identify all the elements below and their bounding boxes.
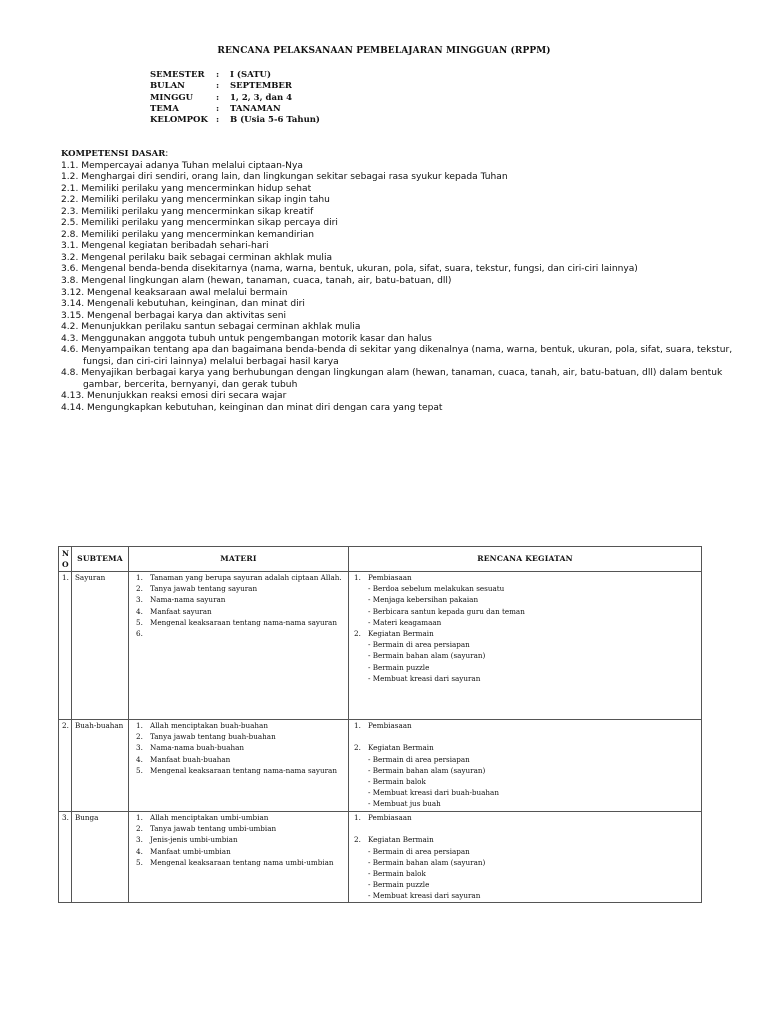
kegiatan-item: - Bermain di area persiapan [368,640,470,650]
materi-item: 2. Tanya jawab tentang buah-buahan [136,732,276,742]
header-subtema: SUBTEMA [72,547,129,572]
materi-item: 5. Mengenal keaksaraan tentang nama-nama sayuran [136,765,337,775]
kompetensi-item: 4.2. Menunjukkan perilaku santun sebagai cerminan akhlak mulia [61,322,361,333]
kegiatan-heading: 2. Kegiatan Bermain [354,743,434,753]
kompetensi-item: 4.8. Menyajikan berbagai karya yang berhubungan dengan lingkungan alam (hewan, tanaman, cuaca, tanah, air, batu-batuan, dll) dalam bentuk gambar, bercerita, bernyanyi, dan gerak tubuh [61,368,723,390]
kompetensi-item: 3.1. Mengenal kegiatan beribadah sehari-hari [61,241,269,252]
kegiatan-item: - Berbicara santun kepada guru dan teman [368,606,525,616]
info-row-minggu [150,93,320,104]
info-colon: : [216,81,220,92]
materi-item: 4. Manfaat sayuran [136,606,212,616]
info-colon: : [216,92,220,103]
materi-item: 2. Tanya jawab tentang sayuran [136,584,258,594]
info-value: I (SATU) [230,70,271,80]
kompetensi-heading-colon: : [165,149,169,159]
materi-item: 3. Jenis-jenis umbi-umbian [136,835,238,845]
materi-item: 1. Allah menciptakan buah-buahan [136,721,268,730]
row-number: 3. [59,812,72,903]
kompetensi-item: 4.13. Menunjukkan reaksi emosi diri secara wajar [61,391,287,402]
kompetensi-item: 3.2. Mengenal perilaku baik sebagai cerminan akhlak mulia [61,252,333,263]
info-row-kelompok [150,115,320,126]
materi-item: 3. Nama-nama buah-buahan [136,743,245,753]
kompetensi-item: 1.1. Mempercayai adanya Tuhan melalui ciptaan-Nya [61,160,303,171]
kegiatan-item: - Bermain bahan alam (sayuran) [368,857,486,867]
rppm-table [58,546,702,903]
info-value: B (Usia 5-6 Tahun) [230,115,320,126]
kompetensi-item: 2.5. Memiliki perilaku yang mencerminkan sikap percaya diri [61,218,338,229]
info-value: TANAMAN [230,103,281,114]
kegiatan-heading: 1. Pembiasaan [354,721,412,730]
kegiatan-item: - Membuat kreasi dari buah-buahan [368,788,499,798]
info-label: KELOMPOK [150,115,208,126]
kompetensi-item: 3.15. Mengenal berbagai karya dan aktivitas seni [61,310,287,321]
info-value: SEPTEMBER [230,81,292,92]
kompetensi-item: 3.12. Mengenal keaksaraan awal melalui bermain [61,287,288,298]
kompetensi-item: 2.8. Memiliki perilaku yang mencerminkan kemandirian [61,229,315,240]
kegiatan-item: - Bermain bahan alam (sayuran) [368,651,486,661]
row-rencana-kegiatan [349,720,702,812]
kegiatan-item: - Bermain puzzle [368,880,430,890]
row-rencana-kegiatan [349,812,702,903]
info-colon: : [216,70,220,80]
kegiatan-item: - Menjaga kebersihan pakaian [368,595,479,605]
info-row-semester [150,70,320,81]
header-no: N O [59,547,72,572]
info-value: 1, 2, 3, dan 4 [230,92,293,103]
kompetensi-item: 2.3. Memiliki perilaku yang mencerminkan sikap kreatif [61,206,314,217]
info-label: SEMESTER [150,70,205,80]
kegiatan-item: - Berdoa sebelum melakukan sesuatu [368,584,505,594]
kompetensi-heading-line [61,149,741,161]
row-subtema: Sayuran [72,572,129,720]
kegiatan-item: - Membuat kreasi dari sayuran [368,673,481,683]
kompetensi-item: 3.8. Mengenal lingkungan alam (hewan, tanaman, cuaca, tanah, air, batu-batuan, dll) [61,276,452,287]
document-title: RENCANA PELAKSANAAN PEMBELAJARAN MINGGUAN (RPPM) [217,46,551,56]
kegiatan-heading: 2. Kegiatan Bermain [354,835,434,845]
kompetensi-item: 2.1. Memiliki perilaku yang mencerminkan hidup sehat [61,183,312,194]
kegiatan-item: - Bermain di area persiapan [368,846,470,856]
table-row [59,572,702,720]
kegiatan-item: - Membuat jus buah [368,799,441,809]
materi-item: 6. [136,629,143,639]
kompetensi-item: 3.6. Mengenal benda-benda disekitarnya (nama, warna, bentuk, ukuran, pola, sifat, suara, tekstur, fungsi, dan ciri-ciri lainnya) [61,264,638,275]
kegiatan-item: - Bermain bahan alam (sayuran) [368,765,486,775]
kompetensi-item: 4.3. Menggunakan anggota tubuh untuk pengembangan motorik kasar dan halus [61,333,432,344]
kegiatan-item: - Membuat kreasi dari sayuran [368,891,481,901]
materi-item: 4. Manfaat buah-buahan [136,754,231,764]
row-number: 1. [59,572,72,720]
table-header-row [59,547,702,572]
row-subtema: Bunga [72,812,129,903]
kegiatan-item: - Bermain puzzle [368,662,430,672]
materi-item: 4. Manfaat umbi-umbian [136,846,231,856]
header-rencana-kegiatan: RENCANA KEGIATAN [349,547,702,572]
kompetensi-item: 4.6. Menyampaikan tentang apa dan bagaimana benda-benda di sekitar yang dikenalnya (nama, warna, bentuk, ukuran, pola, sifat, suara, tekstur, fungsi, dan ciri-ciri lainnya) melalui berbagai hasil karya [61,345,733,367]
table-row [59,720,702,812]
kompetensi-item: 3.14. Mengenali kebutuhan, keinginan, dan minat diri [61,299,305,310]
row-number: 2. [59,720,72,812]
row-subtema: Buah-buahan [72,720,129,812]
header-materi: MATERI [129,547,349,572]
info-colon: : [216,103,220,114]
kegiatan-heading: 2. Kegiatan Bermain [354,629,434,639]
kompetensi-item: 1.2. Menghargai diri sendiri, orang lain, dan lingkungan sekitar sebagai rasa syukur kepada Tuhan [61,172,508,183]
kegiatan-item: - Materi keagamaan [368,617,442,627]
materi-item: 1. Tanaman yang berupa sayuran adalah ciptaan Allah. [136,573,342,582]
info-colon: : [216,115,220,126]
materi-item: 5. Mengenal keaksaraan tentang nama umbi-umbian [136,857,334,867]
kegiatan-heading: 1. Pembiasaan [354,573,412,582]
row-materi [129,720,349,812]
materi-item: 2. Tanya jawab tentang umbi-umbian [136,824,277,834]
kegiatan-item: - Bermain di area persiapan [368,754,470,764]
kompetensi-heading: KOMPETENSI DASAR [61,149,166,159]
info-label: TEMA [150,103,179,114]
materi-item: 1. Allah menciptakan umbi-umbian [136,813,269,822]
table-row [59,812,702,903]
materi-item: 3. Nama-nama sayuran [136,595,226,605]
kegiatan-item: - Bermain balok [368,869,426,878]
info-label: BULAN [150,81,185,92]
materi-item: 5. Mengenal keaksaraan tentang nama-nama sayuran [136,617,337,627]
info-row-tema [150,104,320,115]
row-materi [129,812,349,903]
kegiatan-item: - Bermain balok [368,777,426,786]
row-rencana-kegiatan [349,572,702,720]
info-label: MINGGU [150,92,194,103]
info-block [150,70,320,126]
info-row-bulan [150,81,320,92]
kegiatan-heading: 1. Pembiasaan [354,813,412,822]
row-materi [129,572,349,720]
kompetensi-item: 2.2. Memiliki perilaku yang mencerminkan sikap ingin tahu [61,195,330,206]
kompetensi-item: 4.14. Mengungkapkan kebutuhan, keinginan dan minat diri dengan cara yang tepat [61,403,443,414]
kompetensi-dasar-section [61,149,741,415]
